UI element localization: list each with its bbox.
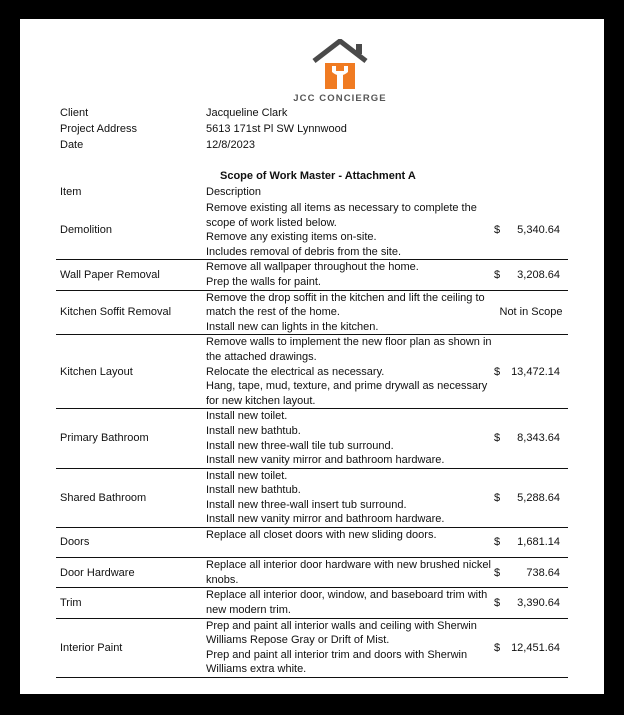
description-line: Install new bathtub. — [206, 484, 301, 497]
table-row — [56, 409, 568, 468]
currency-symbol: $ — [494, 432, 501, 445]
description-line: Install new toilet. — [206, 410, 288, 423]
price-cell — [494, 641, 568, 656]
address-label: Project Address — [60, 123, 138, 135]
currency-symbol: $ — [494, 268, 501, 281]
description-line: Prep the walls for paint. — [206, 275, 321, 288]
table-row — [56, 260, 568, 290]
description-line: Williams extra white. — [206, 663, 307, 676]
description-line: Remove all wallpaper throughout the home. — [206, 261, 419, 274]
client-label: Client — [60, 107, 89, 119]
company-logo — [292, 39, 388, 109]
table-row — [56, 619, 568, 678]
price-amount: 13,472.14 — [511, 365, 560, 378]
scope-table — [56, 201, 568, 678]
description-line: Hang, tape, mud, texture, and prime drywall as necessary — [206, 380, 488, 393]
description-cell — [206, 588, 494, 617]
description-line: Prep and paint all interior trim and doors with Sherwin — [206, 648, 468, 661]
currency-symbol: $ — [494, 596, 501, 609]
description-cell — [206, 260, 494, 289]
currency-symbol: $ — [494, 641, 501, 654]
description-cell — [206, 201, 494, 259]
description-cell — [206, 291, 494, 335]
description-line: scope of work listed below. — [206, 216, 337, 229]
price-cell — [494, 268, 568, 283]
price-amount: 5,340.64 — [517, 223, 560, 236]
price-amount: 12,451.64 — [511, 641, 560, 654]
table-header — [60, 186, 261, 198]
description-line: Relocate the electrical as necessary. — [206, 365, 385, 378]
table-row — [56, 528, 568, 558]
currency-symbol: $ — [494, 566, 501, 579]
description-line: Replace all interior door, window, and baseboard trim with — [206, 589, 488, 602]
description-line: Install new three-wall insert tub surround. — [206, 498, 407, 511]
description-cell — [206, 619, 494, 677]
date-row — [60, 137, 347, 153]
description-line: Replace all closet doors with new sliding doors. — [206, 529, 437, 542]
currency-symbol: $ — [494, 223, 501, 236]
description-line: Remove existing all items as necessary to complete the — [206, 202, 477, 214]
date-label: Date — [60, 139, 84, 151]
description-line: match the rest of the home. — [206, 306, 340, 319]
company-name: JCC CONCIERGE — [293, 93, 387, 104]
project-info — [60, 105, 347, 153]
price-cell — [494, 535, 568, 550]
table-row — [56, 558, 568, 588]
description-line: Install new toilet. — [206, 469, 288, 482]
house-wrench-icon — [309, 39, 371, 91]
price-amount: 1,681.14 — [517, 536, 560, 549]
table-row — [56, 335, 568, 409]
description-cell — [206, 469, 494, 527]
description-line: Remove the drop soffit in the kitchen and lift the ceiling to — [206, 291, 485, 304]
description-line: Install new bathtub. — [206, 424, 301, 437]
price-cell — [494, 365, 568, 380]
price-cell — [494, 431, 568, 446]
price-cell — [494, 223, 568, 238]
description-line: Remove any existing items on-site. — [206, 231, 377, 244]
price-amount: 8,343.64 — [517, 432, 560, 445]
item-column-header: Item — [60, 186, 82, 198]
description-line: new modern trim. — [206, 604, 291, 617]
item-cell: Shared Bathroom — [60, 491, 147, 504]
price-cell — [494, 305, 568, 320]
table-row — [56, 201, 568, 260]
description-cell — [206, 409, 494, 467]
description-column-header: Description — [206, 186, 262, 198]
description-line: Prep and paint all interior walls and ceiling with Sherwin — [206, 619, 477, 632]
price-cell — [494, 566, 568, 581]
date-value: 12/8/2023 — [206, 139, 255, 151]
description-line: Replace all interior door hardware with new brushed nickel — [206, 559, 491, 572]
description-line: for new kitchen layout. — [206, 394, 316, 407]
price-amount: 3,390.64 — [517, 596, 560, 609]
price-amount: 738.64 — [526, 566, 560, 579]
table-row — [56, 291, 568, 336]
item-cell: Door Hardware — [60, 566, 135, 579]
description-line: Includes removal of debris from the site. — [206, 245, 402, 258]
item-cell: Kitchen Layout — [60, 365, 133, 378]
client-row — [60, 105, 347, 121]
item-cell: Trim — [60, 596, 82, 609]
document-page — [20, 19, 604, 694]
table-row — [56, 588, 568, 618]
price-cell — [494, 596, 568, 611]
description-line: Remove walls to implement the new floor plan as shown in — [206, 336, 492, 349]
description-line: Williams Repose Gray or Drift of Mist. — [206, 634, 390, 647]
currency-symbol: $ — [494, 365, 501, 378]
price-amount: 5,288.64 — [517, 491, 560, 504]
address-value: 5613 171st Pl SW Lynnwood — [206, 123, 347, 135]
description-line: Install new vanity mirror and bathroom hardware. — [206, 454, 445, 467]
item-cell: Wall Paper Removal — [60, 268, 160, 281]
item-cell: Interior Paint — [60, 641, 123, 654]
item-cell: Primary Bathroom — [60, 432, 149, 445]
currency-symbol: $ — [494, 536, 501, 549]
description-cell — [206, 558, 494, 587]
item-cell: Kitchen Soffit Removal — [60, 306, 172, 319]
description-line: Install new can lights in the kitchen. — [206, 320, 379, 333]
description-line: Install new vanity mirror and bathroom hardware. — [206, 513, 445, 526]
item-cell: Doors — [60, 536, 90, 549]
description-cell — [206, 528, 494, 557]
description-line: the attached drawings. — [206, 350, 317, 363]
currency-symbol: $ — [494, 491, 501, 504]
price-cell — [494, 491, 568, 506]
address-row — [60, 121, 347, 137]
description-line: knobs. — [206, 573, 239, 586]
price-amount: Not in Scope — [499, 306, 563, 319]
price-amount: 3,208.64 — [517, 268, 560, 281]
description-cell — [206, 335, 494, 408]
description-line: Install new three-wall tile tub surround. — [206, 439, 394, 452]
item-cell: Demolition — [60, 223, 112, 236]
document-title: Scope of Work Master - Attachment A — [220, 170, 416, 182]
table-row — [56, 469, 568, 528]
client-value: Jacqueline Clark — [206, 107, 288, 119]
description-line — [206, 543, 494, 558]
